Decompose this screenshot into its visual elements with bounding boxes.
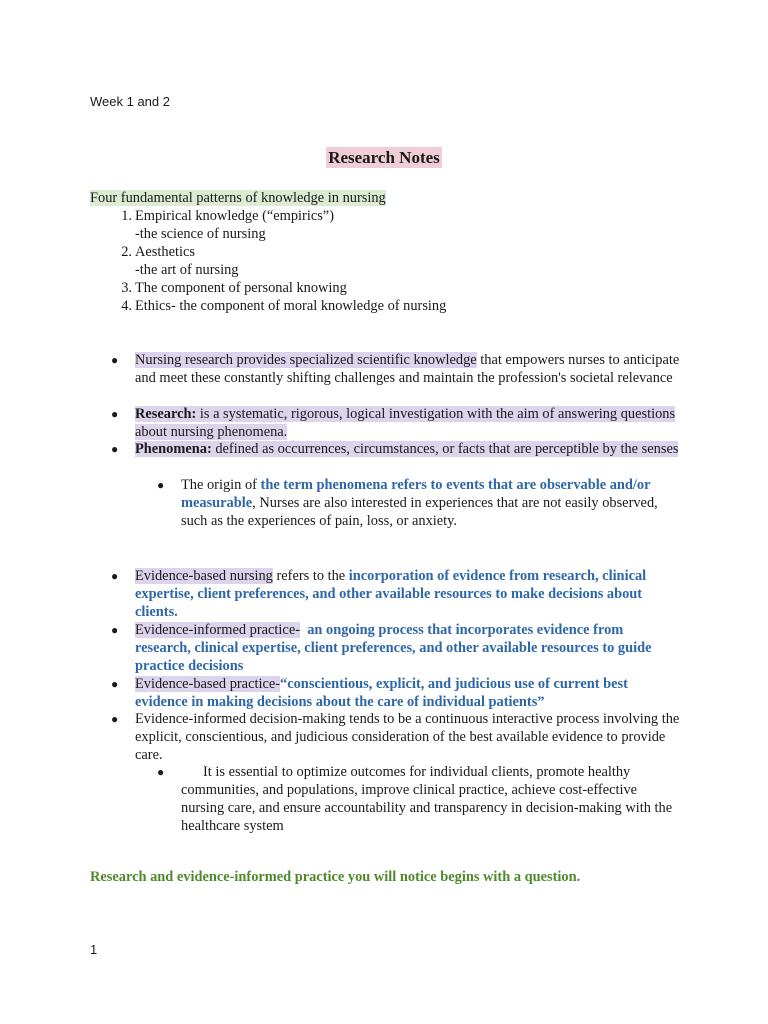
list-item: Ethics- the component of moral knowledge of nursing <box>135 298 447 314</box>
list-item: Empirical knowledge (“empirics”) -the science of nursing <box>135 208 334 242</box>
list-item: Phenomena: defined as occurrences, circumstances, or facts that are perceptible by the senses <box>135 441 679 457</box>
bullet-icon: ● <box>157 765 165 779</box>
bullet-icon: ● <box>111 442 119 456</box>
list-item: Nursing research provides specialized scientific knowledge that empowers nurses to anticipate and meet these constantly shifting challenges and maintain the profession's societal relevance <box>135 352 680 386</box>
bullet-icon: ● <box>111 407 119 421</box>
bullet-icon: ● <box>111 353 119 367</box>
list-item: The component of personal knowing <box>135 280 347 296</box>
list-item: The origin of the term phenomena refers to events that are observable and/or measurable, Nurses are also interested in experiences that are not easily observed, such as the experiences of pain, loss, or anxiety. <box>181 477 658 529</box>
title-block <box>0 148 768 168</box>
page-number: 1 <box>90 942 98 957</box>
list-item: Evidence-informed decision-making tends to be a continuous interactive process involving the explicit, conscientious, and judicious consideration of the best available evidence to provide care. <box>135 711 680 763</box>
list-item: It is essential to optimize outcomes for individual clients, promote healthy communities, and populations, improve clinical practice, achieve cost-effective nursing care, and ensure accountability and transparency in decision-making with the healthcare system <box>181 764 673 834</box>
list-number: 4. <box>121 298 132 314</box>
bullet-icon: ● <box>111 623 119 637</box>
list-item: Evidence-informed practice- an ongoing process that incorporates evidence from research, clinical expertise, client preferences, and other available resources to guide practice decisions <box>135 622 652 674</box>
bullet-icon: ● <box>111 677 119 691</box>
closing-statement: Research and evidence-informed practice you will notice begins with a question. <box>90 869 581 885</box>
list-number: 2. <box>121 244 132 260</box>
list-number: 3. <box>121 280 132 296</box>
list-number: 1. <box>121 208 132 224</box>
list-item: Aesthetics -the art of nursing <box>135 244 239 278</box>
page-header: Week 1 and 2 <box>90 94 170 109</box>
bullet-icon: ● <box>111 712 119 726</box>
list-item: Evidence-based practice-“conscientious, explicit, and judicious use of current best evidence in making decisions about the care of individual patients” <box>135 676 628 710</box>
list-item: Research: is a systematic, rigorous, logical investigation with the aim of answering questions about nursing phenomena. <box>135 406 676 440</box>
bullet-icon: ● <box>111 569 119 583</box>
bullet-icon: ● <box>157 478 165 492</box>
patterns-heading: Four fundamental patterns of knowledge in nursing <box>90 190 386 206</box>
list-item: Evidence-based nursing refers to the incorporation of evidence from research, clinical expertise, client preferences, and other available resources to make decisions about clients. <box>135 568 647 620</box>
page-title: Research Notes <box>328 148 440 167</box>
